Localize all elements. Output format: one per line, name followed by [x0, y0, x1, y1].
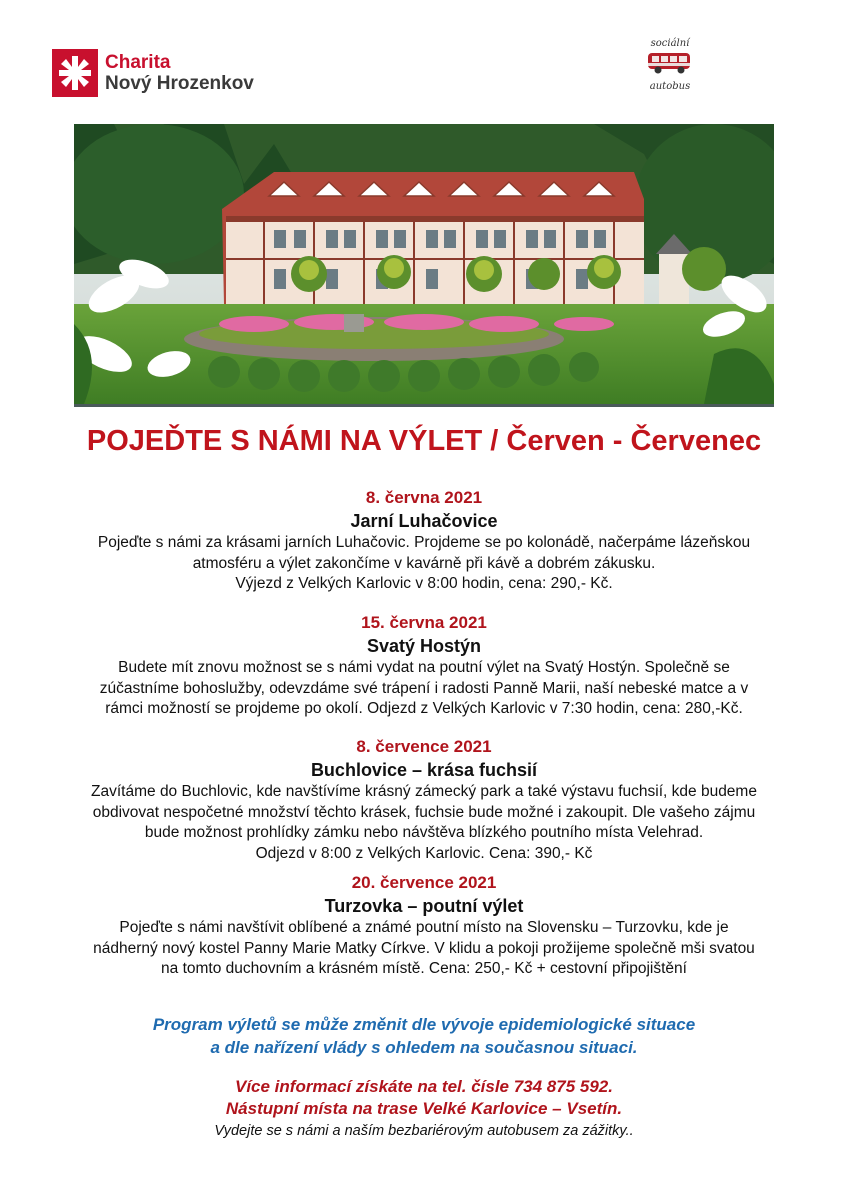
trip-item	[0, 612, 848, 720]
trip-name: Svatý Hostýn	[366, 636, 482, 656]
trip-item	[0, 736, 848, 864]
slogan: Vydejte se s námi a naším bezbariérovým autobusem za zážitky..	[214, 1123, 634, 1139]
charita-logo	[52, 49, 254, 97]
trip-description-line: na tomto duchovním a krásném místě. Cena: 250,- Kč + cestovní připojištění	[161, 960, 687, 977]
trip-date: 15. června 2021	[361, 613, 487, 632]
trip-date: 8. června 2021	[365, 488, 483, 507]
photo-divider	[74, 404, 774, 407]
trip-description-line: rámci možností se projdeme po okolí. Odjezd z Velkých Karlovic v 7:30 hodin, cena: 280,-Kč.	[105, 700, 743, 717]
trip-date: 20. července 2021	[351, 873, 497, 892]
trip-description-line: atmosféru a výlet zakončíme v kavárně při kávě a dobrém zákusku.	[192, 554, 656, 572]
trip-description-line: zúčastníme bohoslužby, odevzdáme své trápení i radosti Panně Marii, naší nebeské matce a v	[99, 679, 749, 697]
trip-name: Turzovka – poutní výlet	[324, 896, 524, 916]
trip-date: 8. července 2021	[356, 737, 492, 756]
trip-description	[0, 918, 848, 980]
trip-description-line: Pojeďte s námi navštívit oblíbené a známé poutní místo na Slovensku – Turzovku, kde je	[119, 919, 729, 936]
trip-name: Buchlovice – krása fuchsií	[310, 760, 538, 780]
trip-description-line: nádherný nový kostel Panny Marie Matky Církve. V klidu a pokoji prožijeme společně mši svatou	[93, 939, 755, 957]
spa-building-photo	[74, 124, 774, 404]
trip-description-line: bude možnost prohlídky zámku nebo návštěva blízkého poutního místa Velehrad.	[144, 824, 704, 841]
logo-line-1: Charita	[105, 52, 171, 73]
page-title: POJEĎTE S NÁMI NA VÝLET / Červen - Červenec	[86, 425, 762, 457]
trip-item	[0, 872, 848, 980]
trip-description-line: Pojeďte s námi za krásami jarních Luhačovic. Projdeme se po kolonádě, načerpáme lázeňskou	[97, 534, 751, 551]
trip-name: Jarní Luhačovice	[350, 511, 498, 531]
charita-cross-icon	[52, 49, 98, 97]
contact-line: Nástupní místa na trase Velké Karlovice – Vsetín.	[225, 1099, 623, 1118]
notice-line: Program výletů se může změnit dle vývoje epidemiologické situace	[152, 1015, 696, 1034]
trip-description-line: Výjezd z Velkých Karlovic v 8:00 hodin, cena: 290,- Kč.	[235, 575, 613, 592]
bus-logo-word-2: autobus	[649, 81, 691, 92]
logo-line-2: Nový Hrozenkov	[105, 73, 254, 94]
program-change-notice	[0, 1013, 848, 1059]
trip-description	[0, 533, 848, 595]
trip-description-line: obdivovat nespočetné množství těchto krásek, fuchsie bude možné i zakoupit. Dle vašeho zájmu	[92, 803, 756, 821]
social-bus-logo	[640, 38, 700, 98]
charita-logo-text	[105, 52, 254, 94]
trip-description	[0, 782, 848, 864]
trip-description	[0, 658, 848, 720]
trip-item	[0, 487, 848, 595]
trip-description-line: Zavítáme do Buchlovic, kde navštívíme krásný zámecký park a také výstavu fuchsií, kde budeme	[91, 783, 757, 800]
notice-line: a dle nařízení vlády s ohledem na současnou situaci.	[210, 1038, 638, 1057]
spa-hotel-building	[222, 172, 644, 304]
bus-icon	[644, 50, 696, 76]
trip-description-line: Odjezd v 8:00 z Velkých Karlovic. Cena: 390,- Kč	[255, 844, 593, 862]
trip-description-line: Budete mít znovu možnost se s námi vydat na poutní výlet na Svatý Hostýn. Společně se	[118, 659, 730, 676]
contact-info	[0, 1076, 848, 1120]
bus-logo-word-1: sociální	[650, 38, 690, 49]
contact-line: Více informací získáte na tel. čísle 734 875 592.	[234, 1077, 613, 1096]
